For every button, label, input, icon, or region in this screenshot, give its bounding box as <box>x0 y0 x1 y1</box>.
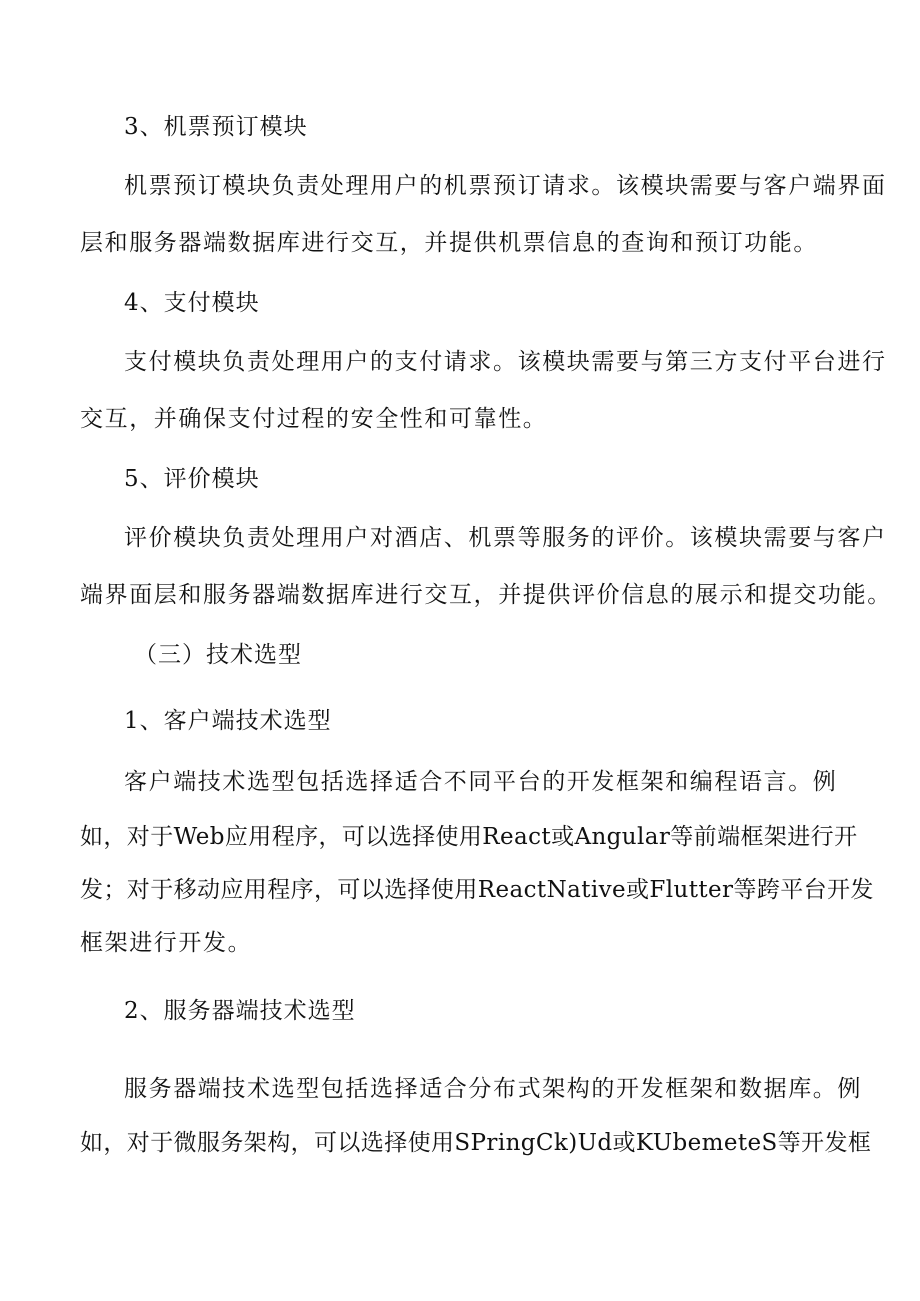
paragraph-line: 发；对于移动应用程序，可以选择使用ReactNative或Flutter等跨平台开发 <box>80 877 874 903</box>
paragraph-line: 评价模块负责处理用户对酒店、机票等服务的评价。该模块需要与客户 <box>124 525 887 551</box>
paragraph-line: 客户端技术选型包括选择适合不同平台的开发框架和编程语言。例 <box>124 769 838 795</box>
paragraph-line: 交互，并确保支付过程的安全性和可靠性。 <box>80 406 548 432</box>
paragraph-line: 如，对于微服务架构，可以选择使用SPringCk)Ud或KUbemeteS等开发框 <box>80 1130 872 1156</box>
section-heading-tech-selection: （三）技术选型 <box>134 642 302 668</box>
section-heading-client-tech: 1、客户端技术选型 <box>124 708 332 734</box>
paragraph-line: 支付模块负责处理用户的支付请求。该模块需要与第三方支付平台进行 <box>124 349 887 375</box>
paragraph-line: 层和服务器端数据库进行交互，并提供机票信息的查询和预订功能。 <box>80 230 818 256</box>
paragraph-line: 机票预订模块负责处理用户的机票预订请求。该模块需要与客户端界面 <box>124 173 887 199</box>
section-heading-payment: 4、支付模块 <box>124 290 260 316</box>
paragraph-line: 框架进行开发。 <box>80 930 253 956</box>
section-heading-server-tech: 2、服务器端技术选型 <box>124 998 356 1024</box>
paragraph-line: 服务器端技术选型包括选择适合分布式架构的开发框架和数据库。例 <box>124 1076 862 1102</box>
paragraph-line: 如，对于Web应用程序，可以选择使用React或Angular等前端框架进行开 <box>80 824 858 850</box>
paragraph-line: 端界面层和服务器端数据库进行交互，并提供评价信息的展示和提交功能。 <box>80 582 892 608</box>
section-heading-review: 5、评价模块 <box>124 466 260 492</box>
section-heading-flight-booking: 3、机票预订模块 <box>124 114 308 140</box>
